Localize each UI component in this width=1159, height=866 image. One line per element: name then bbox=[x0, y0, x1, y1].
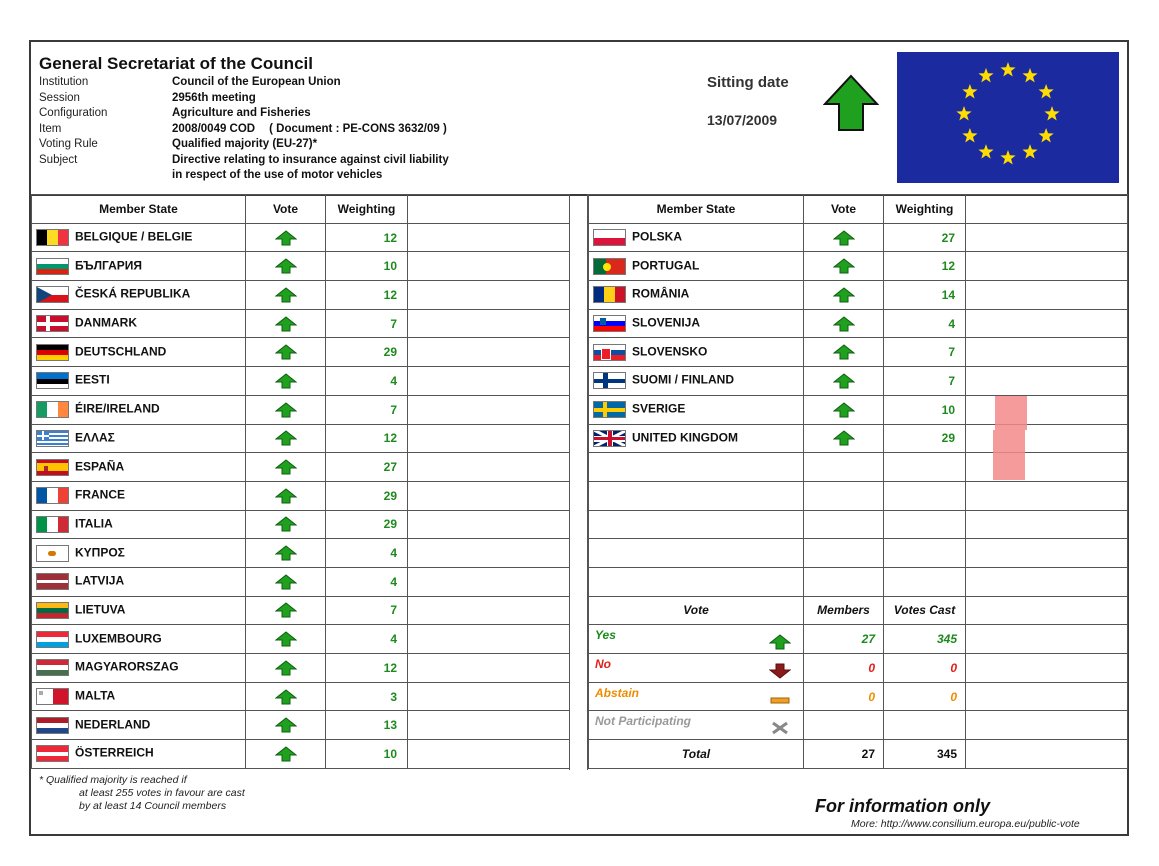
lu-flag-icon bbox=[36, 631, 69, 648]
meta-block bbox=[39, 75, 449, 184]
fr-flag-icon bbox=[36, 487, 69, 504]
cy-flag-icon bbox=[36, 545, 69, 562]
weighting-value: 4 bbox=[884, 309, 966, 338]
table-row bbox=[32, 711, 570, 740]
yes-vote-arrow-icon bbox=[275, 602, 297, 618]
gr-flag-icon bbox=[36, 430, 69, 447]
table-row bbox=[32, 252, 570, 281]
eu-flag-icon bbox=[897, 52, 1119, 183]
yes-vote-arrow-icon bbox=[275, 258, 297, 274]
table-row bbox=[32, 510, 570, 539]
member-state-name: ÖSTERREICH bbox=[75, 746, 154, 761]
weighting-value: 13 bbox=[326, 711, 408, 740]
table-row bbox=[32, 740, 570, 769]
summary-votes: 0 bbox=[884, 682, 966, 711]
weighting-value: 14 bbox=[884, 281, 966, 310]
it-flag-icon bbox=[36, 516, 69, 533]
member-state-name: БЪЛГАРИЯ bbox=[75, 258, 142, 273]
se-flag-icon bbox=[593, 401, 626, 418]
table-row bbox=[589, 424, 1128, 453]
table-row bbox=[32, 625, 570, 654]
summary-votes: 345 bbox=[884, 625, 966, 654]
red-down-arrow-icon bbox=[769, 663, 791, 679]
summary-total-row bbox=[589, 740, 1128, 769]
weighting-value: 10 bbox=[326, 740, 408, 769]
yes-vote-arrow-icon bbox=[275, 430, 297, 446]
member-state-name: DEUTSCHLAND bbox=[75, 344, 167, 359]
nl-flag-icon bbox=[36, 717, 69, 734]
result-up-arrow-icon bbox=[823, 74, 879, 132]
yes-vote-arrow-icon bbox=[275, 689, 297, 705]
member-state-name: EESTI bbox=[75, 373, 110, 388]
orange-dash-icon bbox=[769, 692, 791, 708]
table-row bbox=[32, 682, 570, 711]
table-row bbox=[32, 309, 570, 338]
col-vote: Vote bbox=[804, 195, 884, 224]
summary-row bbox=[589, 711, 1128, 740]
grey-cross-icon bbox=[769, 720, 791, 736]
empty-row bbox=[589, 567, 1128, 596]
ie-flag-icon bbox=[36, 401, 69, 418]
summary-votes bbox=[884, 711, 966, 740]
meta-row-voting-rule: Voting Rule Qualified majority (EU-27)* bbox=[39, 138, 318, 150]
weighting-value: 12 bbox=[326, 223, 408, 252]
table-row bbox=[32, 453, 570, 482]
empty-row bbox=[589, 539, 1128, 568]
weighting-value: 7 bbox=[326, 309, 408, 338]
summary-members-header: Members bbox=[804, 596, 884, 625]
cz-flag-icon bbox=[36, 286, 69, 303]
member-state-name: ROMÂNIA bbox=[632, 287, 690, 302]
weighting-value: 7 bbox=[884, 338, 966, 367]
member-state-name: DANMARK bbox=[75, 315, 137, 330]
yes-vote-arrow-icon bbox=[833, 373, 855, 389]
pt-flag-icon bbox=[593, 258, 626, 275]
lv-flag-icon bbox=[36, 573, 69, 590]
summary-row bbox=[589, 625, 1128, 654]
table-row bbox=[32, 281, 570, 310]
table-row bbox=[589, 338, 1128, 367]
si-flag-icon bbox=[593, 315, 626, 332]
weighting-value: 10 bbox=[326, 252, 408, 281]
yes-vote-arrow-icon bbox=[275, 459, 297, 475]
table-row bbox=[32, 395, 570, 424]
page-title: General Secretariat of the Council bbox=[39, 54, 313, 73]
weighting-value: 29 bbox=[326, 510, 408, 539]
more-link[interactable]: More: http://www.consilium.europa.eu/public-vote bbox=[851, 818, 1080, 830]
yes-vote-arrow-icon bbox=[833, 258, 855, 274]
ee-flag-icon bbox=[36, 372, 69, 389]
member-state-name: FRANCE bbox=[75, 487, 125, 502]
lt-flag-icon bbox=[36, 602, 69, 619]
meta-row-subject-cont: in respect of the use of motor vehicles bbox=[172, 169, 383, 181]
table-row bbox=[589, 367, 1128, 396]
table-row bbox=[32, 596, 570, 625]
yes-vote-arrow-icon bbox=[833, 402, 855, 418]
empty-row bbox=[589, 510, 1128, 539]
yes-vote-arrow-icon bbox=[275, 574, 297, 590]
table-row bbox=[589, 395, 1128, 424]
summary-header-row bbox=[589, 596, 1128, 625]
member-state-name: UNITED KINGDOM bbox=[632, 430, 738, 445]
green-up-arrow-icon bbox=[769, 634, 791, 650]
summary-members: 0 bbox=[804, 682, 884, 711]
member-state-name: SLOVENSKO bbox=[632, 344, 708, 359]
yes-vote-arrow-icon bbox=[275, 316, 297, 332]
sitting-date-value: 13/07/2009 bbox=[707, 112, 778, 128]
meta-row-session: Session 2956th meeting bbox=[39, 91, 256, 104]
meta-row-subject: Subject Directive relating to insurance against civil liability bbox=[39, 153, 449, 166]
yes-vote-arrow-icon bbox=[275, 660, 297, 676]
footnote: * Qualified majority is reached if at least 255 votes in favour are cast by at least 14 Council members bbox=[39, 774, 245, 812]
yes-vote-arrow-icon bbox=[275, 287, 297, 303]
summary-vote-header: Vote bbox=[589, 596, 804, 625]
col-member-state: Member State bbox=[589, 195, 804, 224]
summary-members bbox=[804, 711, 884, 740]
col-weighting: Weighting bbox=[326, 195, 408, 224]
right-member-table bbox=[588, 194, 1128, 769]
member-state-name: LATVIJA bbox=[75, 573, 125, 588]
sk-flag-icon bbox=[593, 344, 626, 361]
member-state-name: LUXEMBOURG bbox=[75, 631, 162, 646]
summary-votes: 0 bbox=[884, 654, 966, 683]
summary-label: Abstain bbox=[595, 685, 640, 700]
member-state-name: SUOMI / FINLAND bbox=[632, 373, 734, 388]
pl-flag-icon bbox=[593, 229, 626, 246]
member-state-name: ČESKÁ REPUBLIKA bbox=[75, 287, 191, 302]
col-member-state: Member State bbox=[32, 195, 246, 224]
summary-label: Not Participating bbox=[595, 714, 692, 729]
weighting-value: 12 bbox=[326, 424, 408, 453]
ro-flag-icon bbox=[593, 286, 626, 303]
member-state-name: ESPAÑA bbox=[75, 459, 125, 474]
summary-votes-cast-header: Votes Cast bbox=[884, 596, 966, 625]
yes-vote-arrow-icon bbox=[275, 230, 297, 246]
fi-flag-icon bbox=[593, 372, 626, 389]
yes-vote-arrow-icon bbox=[275, 516, 297, 532]
weighting-value: 29 bbox=[326, 338, 408, 367]
member-state-name: ΕΛΛΑΣ bbox=[75, 430, 115, 445]
item-code: 2008/0049 COD bbox=[172, 122, 256, 135]
weighting-value: 12 bbox=[326, 654, 408, 683]
sheet-header bbox=[31, 42, 1127, 196]
member-state-name: PORTUGAL bbox=[632, 258, 700, 273]
table-row bbox=[32, 481, 570, 510]
table-row bbox=[32, 338, 570, 367]
weighting-value: 4 bbox=[326, 367, 408, 396]
yes-vote-arrow-icon bbox=[833, 316, 855, 332]
weighting-value: 4 bbox=[326, 539, 408, 568]
yes-vote-arrow-icon bbox=[833, 344, 855, 360]
table-row bbox=[32, 654, 570, 683]
table-row bbox=[589, 281, 1128, 310]
weighting-value: 4 bbox=[326, 625, 408, 654]
weighting-value: 10 bbox=[884, 395, 966, 424]
meta-row-institution: Institution Council of the European Union bbox=[39, 76, 341, 88]
total-members: 27 bbox=[804, 740, 884, 769]
member-state-name: NEDERLAND bbox=[75, 717, 151, 732]
member-state-name: BELGIQUE / BELGIE bbox=[75, 229, 193, 244]
total-votes: 345 bbox=[884, 740, 966, 769]
table-row bbox=[589, 309, 1128, 338]
mt-flag-icon bbox=[36, 688, 69, 705]
weighting-value: 7 bbox=[326, 395, 408, 424]
weighting-value: 7 bbox=[326, 596, 408, 625]
weighting-value: 27 bbox=[884, 223, 966, 252]
empty-row bbox=[589, 453, 1128, 482]
weighting-value: 12 bbox=[326, 281, 408, 310]
weighting-value: 27 bbox=[326, 453, 408, 482]
table-row bbox=[32, 223, 570, 252]
weighting-value: 12 bbox=[884, 252, 966, 281]
table-row bbox=[32, 567, 570, 596]
empty-row bbox=[589, 481, 1128, 510]
member-state-name: MALTA bbox=[75, 688, 116, 703]
table-row bbox=[589, 252, 1128, 281]
member-state-name: ITALIA bbox=[75, 516, 113, 531]
de-flag-icon bbox=[36, 344, 69, 361]
col-vote: Vote bbox=[246, 195, 326, 224]
yes-vote-arrow-icon bbox=[833, 287, 855, 303]
yes-vote-arrow-icon bbox=[275, 373, 297, 389]
weighting-value: 29 bbox=[326, 481, 408, 510]
weighting-value: 29 bbox=[884, 424, 966, 453]
meta-row-item: Item 2008/0049 COD ( Document : PE-CONS 3632/09 ) bbox=[39, 122, 447, 135]
summary-row bbox=[589, 654, 1128, 683]
document-ref: ( Document : PE-CONS 3632/09 ) bbox=[269, 122, 447, 135]
yes-vote-arrow-icon bbox=[275, 344, 297, 360]
table-row bbox=[589, 223, 1128, 252]
gb-flag-icon bbox=[593, 430, 626, 447]
at-flag-icon bbox=[36, 745, 69, 762]
summary-row bbox=[589, 682, 1128, 711]
summary-label: Yes bbox=[595, 628, 616, 643]
member-state-name: POLSKA bbox=[632, 229, 683, 244]
member-state-name: MAGYARORSZAG bbox=[75, 660, 179, 675]
member-state-name: LIETUVA bbox=[75, 602, 126, 617]
yes-vote-arrow-icon bbox=[275, 631, 297, 647]
meta-row-configuration: Configuration Agriculture and Fisheries bbox=[39, 107, 311, 119]
column-divider bbox=[569, 194, 588, 770]
yes-vote-arrow-icon bbox=[833, 430, 855, 446]
weighting-value: 7 bbox=[884, 367, 966, 396]
weighting-value: 3 bbox=[326, 682, 408, 711]
member-state-name: SVERIGE bbox=[632, 401, 686, 416]
summary-label: No bbox=[595, 656, 611, 671]
sitting-date-label: Sitting date bbox=[707, 74, 789, 91]
hu-flag-icon bbox=[36, 659, 69, 676]
member-state-name: ÉIRE/IRELAND bbox=[75, 401, 160, 416]
yes-vote-arrow-icon bbox=[275, 488, 297, 504]
for-information-only: For information only bbox=[815, 796, 990, 816]
summary-members: 27 bbox=[804, 625, 884, 654]
yes-vote-arrow-icon bbox=[275, 402, 297, 418]
bg-flag-icon bbox=[36, 258, 69, 275]
total-label: Total bbox=[589, 740, 804, 769]
es-flag-icon bbox=[36, 459, 69, 476]
table-row bbox=[32, 424, 570, 453]
yes-vote-arrow-icon bbox=[275, 545, 297, 561]
yes-vote-arrow-icon bbox=[275, 746, 297, 762]
col-weighting: Weighting bbox=[884, 195, 966, 224]
left-member-table bbox=[31, 194, 570, 769]
summary-members: 0 bbox=[804, 654, 884, 683]
yes-vote-arrow-icon bbox=[833, 230, 855, 246]
yes-vote-arrow-icon bbox=[275, 717, 297, 733]
be-flag-icon bbox=[36, 229, 69, 246]
member-state-name: SLOVENIJA bbox=[632, 315, 701, 330]
table-row bbox=[32, 367, 570, 396]
table-row bbox=[32, 539, 570, 568]
redaction-mark bbox=[993, 396, 1027, 480]
dk-flag-icon bbox=[36, 315, 69, 332]
vote-sheet bbox=[29, 40, 1129, 836]
member-state-name: ΚΥΠΡΟΣ bbox=[75, 545, 125, 560]
weighting-value: 4 bbox=[326, 567, 408, 596]
